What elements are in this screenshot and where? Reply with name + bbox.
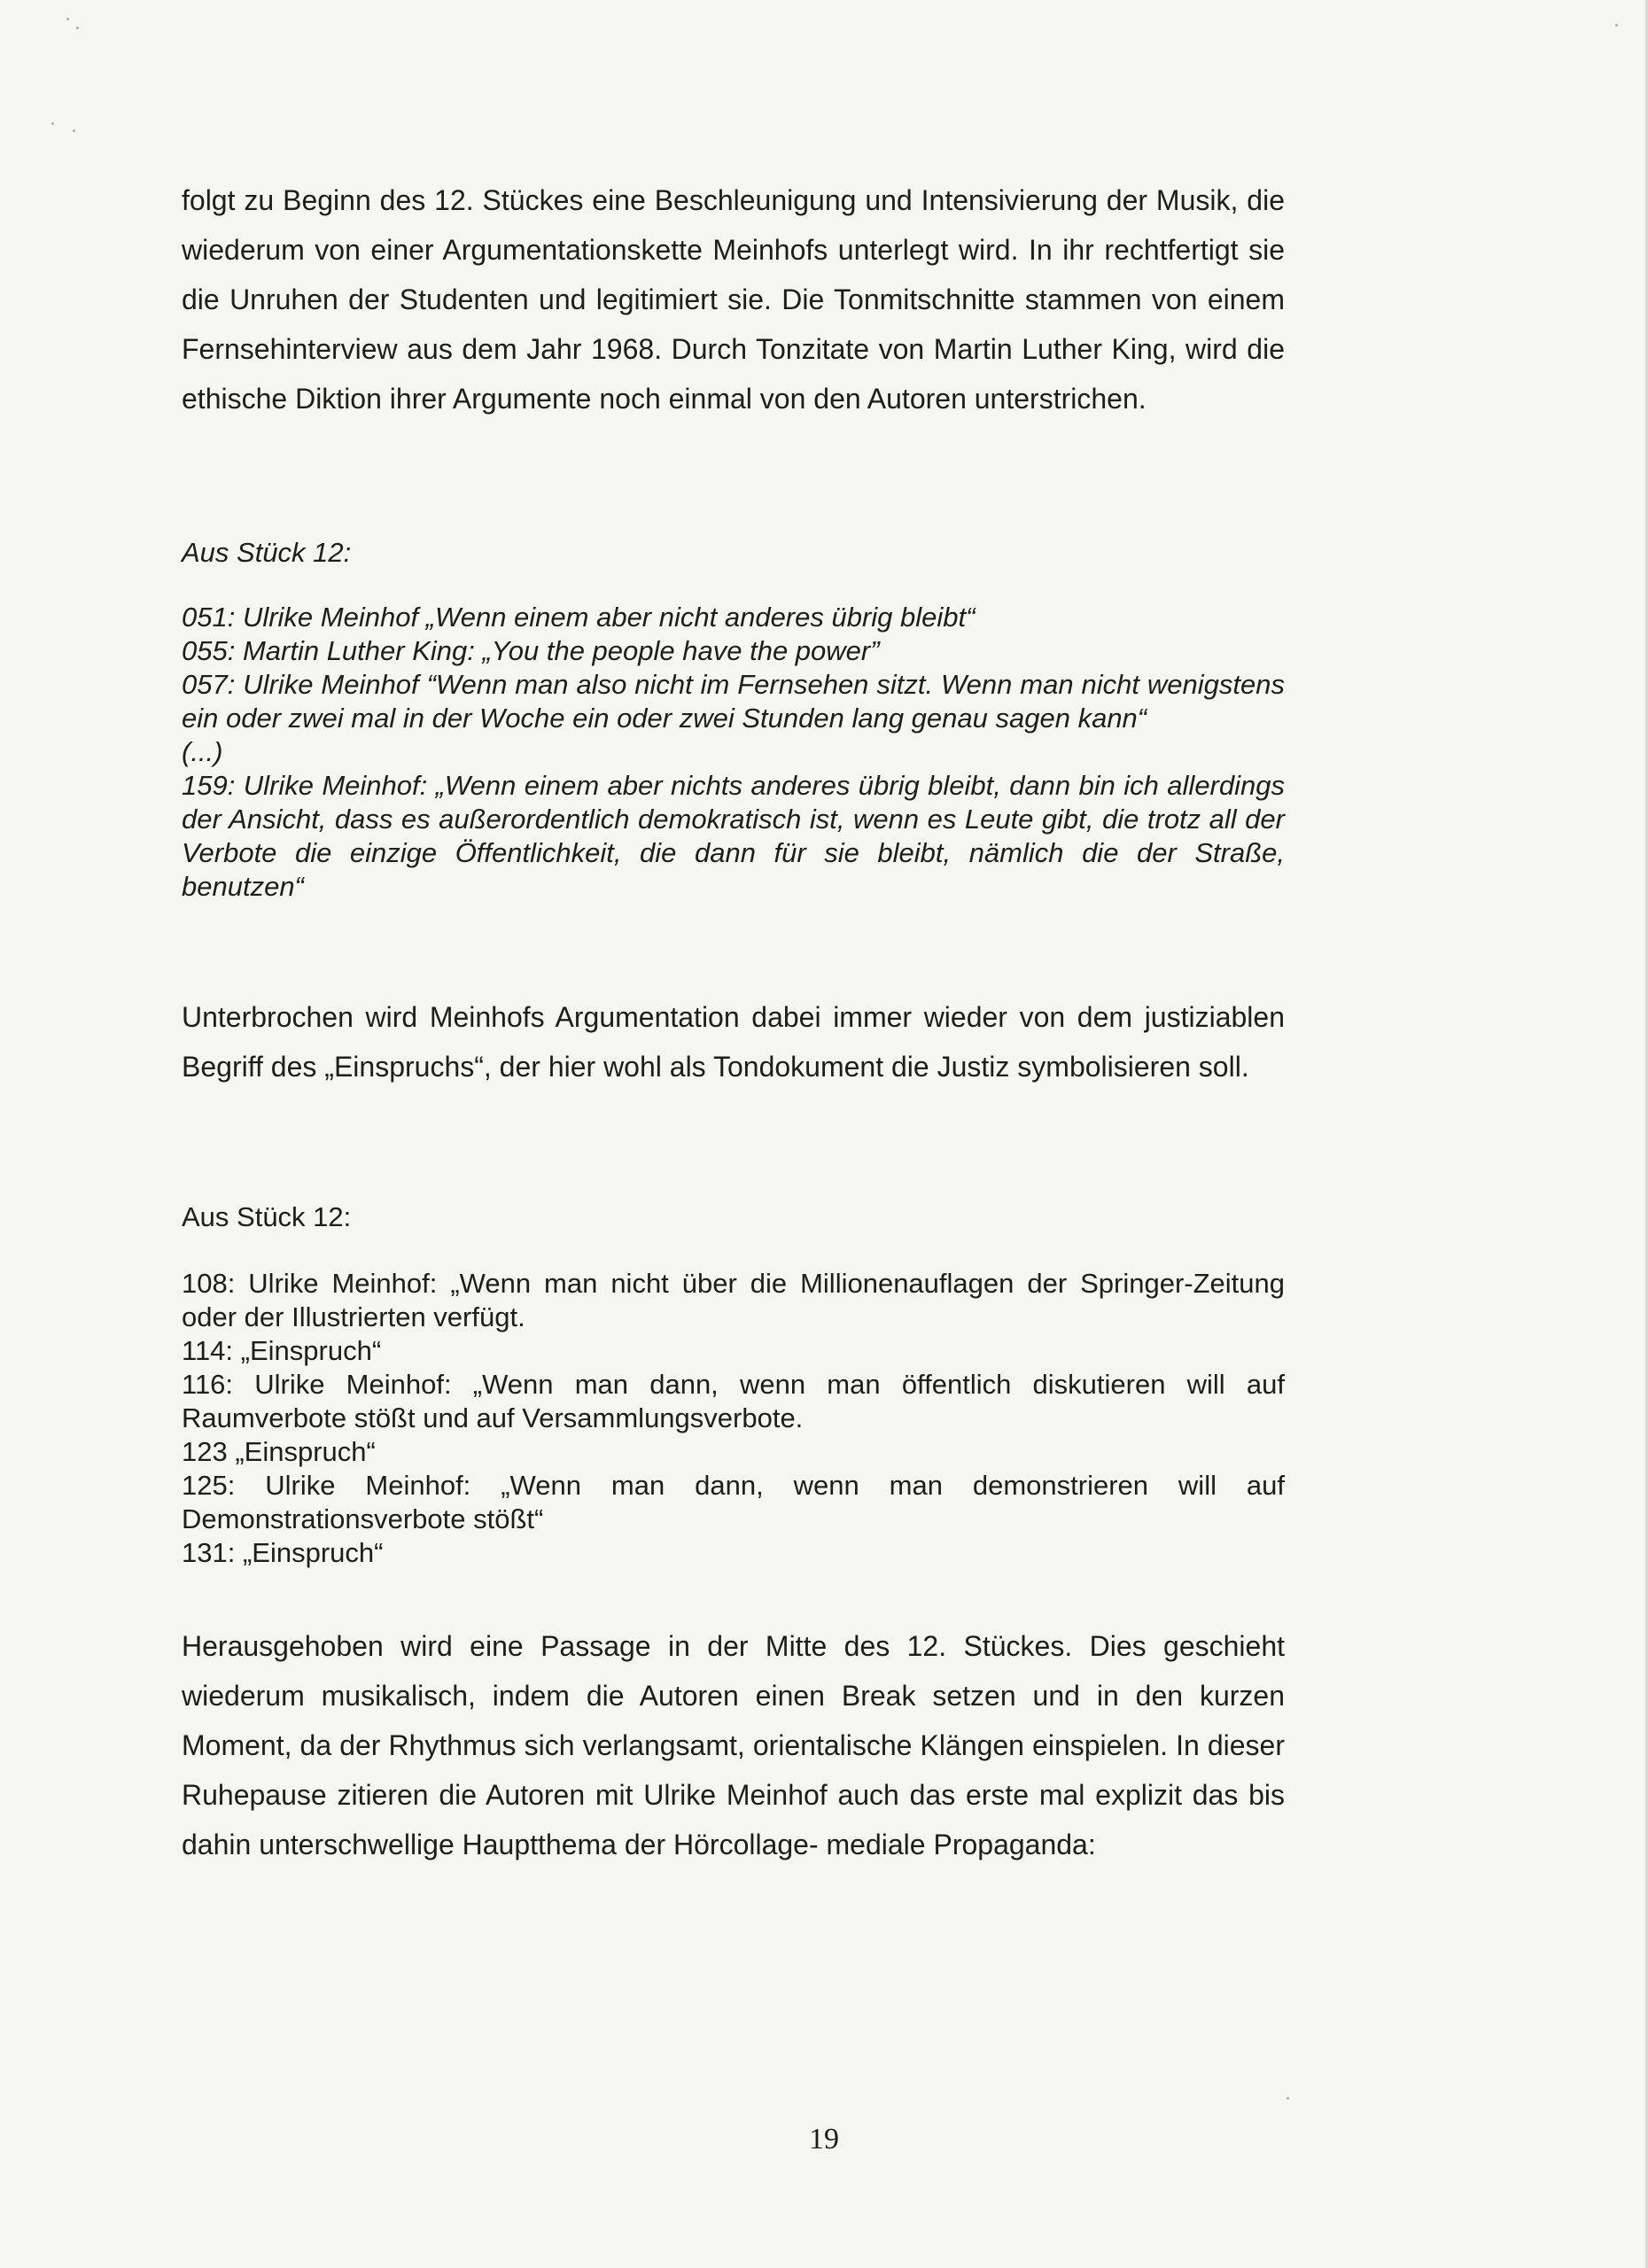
excerpt-2-entries: [182, 1267, 1285, 1570]
quote-entry: (...): [182, 736, 223, 767]
body-paragraph: Unterbrochen wird Meinhofs Argumentation dabei immer wieder von dem justiziablen Begriff des „Einspruchs“, der hier wohl als Tondokument die Justiz symbolisieren soll.: [182, 1001, 1285, 1083]
body-paragraph-3-container: [182, 1621, 1285, 1869]
scan-speck: [73, 129, 75, 132]
body-paragraph: Herausgehoben wird eine Passage in der Mitte des 12. Stückes. Dies geschieht wiederum musikalisch, indem die Autoren einen Break setzen und in den kurzen Moment, da der Rhythmus sich verlangsamt, orientalische Klängen einspielen. In dieser Ruhepause zitieren die Autoren mit Ulrike Meinhof auch das erste mal explizit das bis dahin unterschwellige Hauptthema der Hörcollage- mediale Propaganda:: [182, 1630, 1285, 1860]
scan-speck: [66, 18, 69, 20]
quote-entry: 051: Ulrike Meinhof „Wenn einem aber nicht anderes übrig bleibt“: [182, 602, 976, 633]
excerpt-heading: Aus Stück 12:: [182, 1201, 352, 1232]
scan-speck: [1287, 2097, 1289, 2100]
quote-entry: 116: Ulrike Meinhof: „Wenn man dann, wenn man öffentlich diskutieren will auf Raumverbote stößt und auf Versammlungsverbote.: [182, 1369, 1285, 1433]
quote-entry: 055: Martin Luther King: „You the people have the power”: [182, 635, 880, 666]
quote-entry: 057: Ulrike Meinhof “Wenn man also nicht im Fernsehen sitzt. Wenn man nicht wenigstens ein oder zwei mal in der Woche ein oder zwei Stunden lang genau sagen kann“: [182, 669, 1285, 734]
quote-entry: 114: „Einspruch“: [182, 1335, 382, 1366]
quote-list: [182, 1267, 1285, 1570]
quote-entry: 159: Ulrike Meinhof: „Wenn einem aber nichts anderes übrig bleibt, dann bin ich allerdings der Ansicht, dass es außerordentlich demokratisch ist, wenn es Leute gibt, die trotz all der Verbote die einzige Öffentlichkeit, die dann für sie bleibt, nämlich die der Straße, benutzen“: [182, 770, 1285, 902]
quote-entry: 108: Ulrike Meinhof: „Wenn man nicht über die Millionenauflagen der Springer-Zeitung oder der Illustrierten verfügt.: [182, 1268, 1285, 1332]
body-paragraph-1-container: [182, 175, 1285, 423]
page-number: 19: [809, 2123, 839, 2155]
scan-speck: [76, 27, 79, 29]
excerpt-heading: Aus Stück 12:: [182, 537, 352, 568]
quote-entry: 131: „Einspruch“: [182, 1537, 384, 1568]
scan-speck: [51, 122, 54, 125]
quote-entry: 123 „Einspruch“: [182, 1436, 376, 1467]
excerpt-1: [182, 535, 1285, 571]
quote-list: [182, 601, 1285, 904]
excerpt-2: [182, 1200, 1285, 1235]
body-paragraph: folgt zu Beginn des 12. Stückes eine Beschleunigung und Intensivierung der Musik, die wiederum von einer Argumentationskette Meinhofs unterlegt wird. In ihr rechtfertigt sie die Unruhen der Studenten und legitimiert sie. Die Tonmitschnitte stammen von einem Fernsehinterview aus dem Jahr 1968. Durch Tonzitate von Martin Luther King, wird die ethische Diktion ihrer Argumente noch einmal von den Autoren unterstrichen.: [182, 184, 1285, 415]
scan-speck: [1615, 24, 1618, 27]
excerpt-1-entries: [182, 601, 1285, 904]
quote-entry: 125: Ulrike Meinhof: „Wenn man dann, wenn man demonstrieren will auf Demonstrationsverbote stößt“: [182, 1470, 1285, 1534]
body-paragraph-2-container: [182, 992, 1285, 1091]
